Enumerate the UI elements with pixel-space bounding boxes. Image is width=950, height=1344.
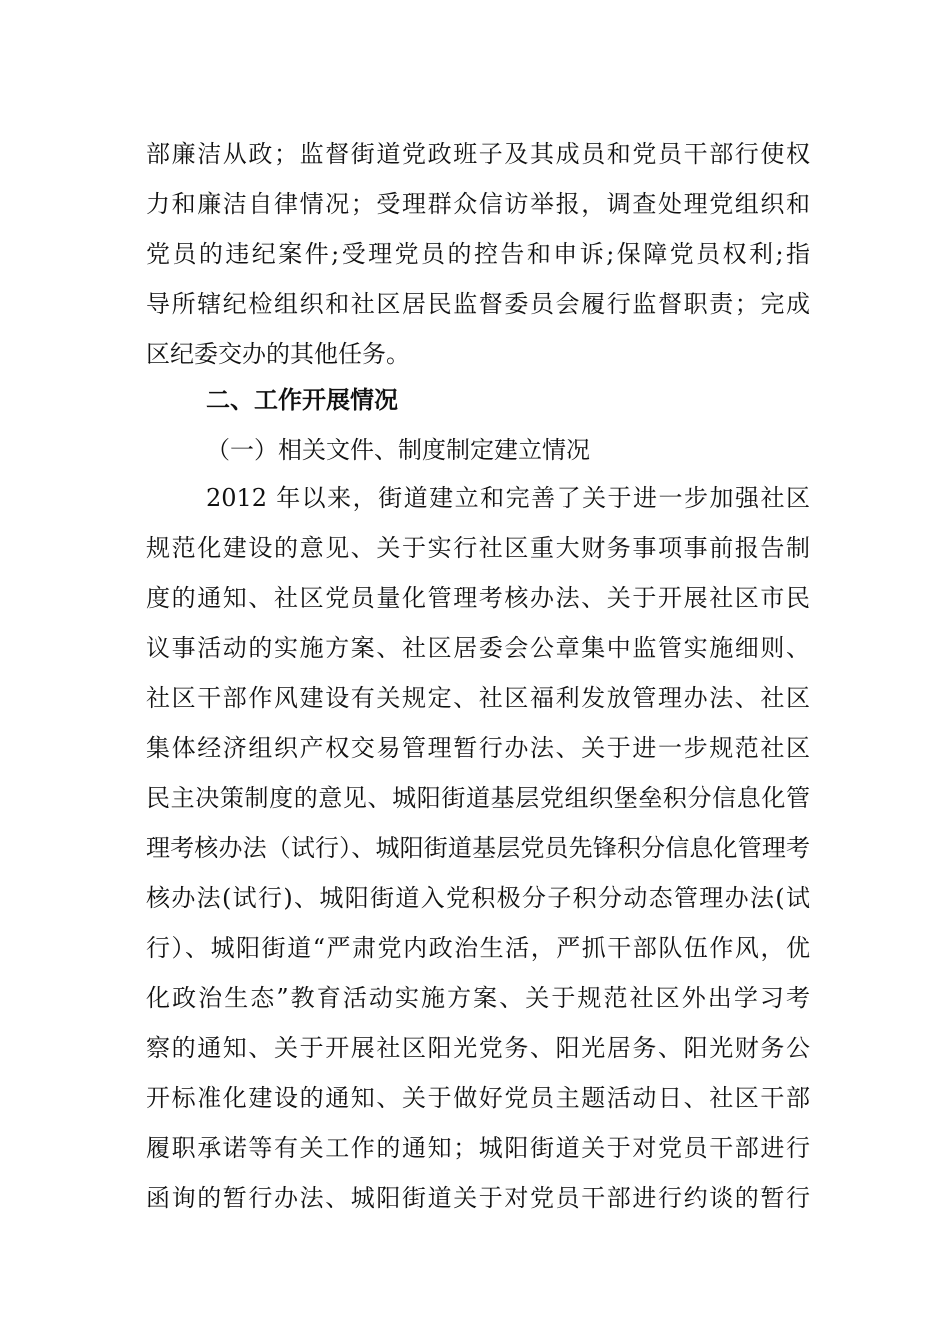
paragraph-line: 民主决策制度的意见、城阳街道基层党组织堡垒积分信息化管 <box>146 784 810 812</box>
paragraph-line: 力和廉洁自律情况；受理群众信访举报，调查处理党组织和 <box>146 190 810 218</box>
paragraph-line: 区纪委交办的其他任务。 <box>146 340 410 368</box>
paragraph-line: 规范化建设的意见、关于实行社区重大财务事项事前报告制 <box>146 534 810 562</box>
paragraph-line: 党员的违纪案件;受理党员的控告和申诉;保障党员权利;指 <box>146 240 810 268</box>
paragraph-line: 核办法(试行)、城阳街道入党积极分子积分动态管理办法(试 <box>146 884 810 912</box>
section-heading: 二、工作开展情况 <box>206 386 398 414</box>
paragraph-line: 社区干部作风建设有关规定、社区福利发放管理办法、社区 <box>146 684 810 712</box>
paragraph-line: 化政治生态”教育活动实施方案、关于规范社区外出学习考 <box>146 984 810 1012</box>
paragraph-line: 履职承诺等有关工作的通知；城阳街道关于对党员干部进行 <box>146 1134 810 1162</box>
paragraph-line: 议事活动的实施方案、社区居委会公章集中监管实施细则、 <box>146 634 810 662</box>
paragraph-line: 函询的暂行办法、城阳街道关于对党员干部进行约谈的暂行 <box>146 1184 810 1212</box>
subsection-heading: （一）相关文件、制度制定建立情况 <box>206 436 590 464</box>
paragraph-line: 部廉洁从政；监督街道党政班子及其成员和党员干部行使权 <box>146 140 810 168</box>
paragraph-line: 理考核办法（试行）、城阳街道基层党员先锋积分信息化管理考 <box>146 834 810 862</box>
paragraph-line: 集体经济组织产权交易管理暂行办法、关于进一步规范社区 <box>146 734 810 762</box>
paragraph-line: 察的通知、关于开展社区阳光党务、阳光居务、阳光财务公 <box>146 1034 810 1062</box>
paragraph-line: 开标准化建设的通知、关于做好党员主题活动日、社区干部 <box>146 1084 810 1112</box>
paragraph-line: 导所辖纪检组织和社区居民监督委员会履行监督职责；完成 <box>146 290 810 318</box>
paragraph-line: 2012 年以来，街道建立和完善了关于进一步加强社区 <box>206 484 810 512</box>
paragraph-line: 度的通知、社区党员量化管理考核办法、关于开展社区市民 <box>146 584 810 612</box>
paragraph-line: 行）、城阳街道“严肃党内政治生活，严抓干部队伍作风，优 <box>146 934 810 962</box>
